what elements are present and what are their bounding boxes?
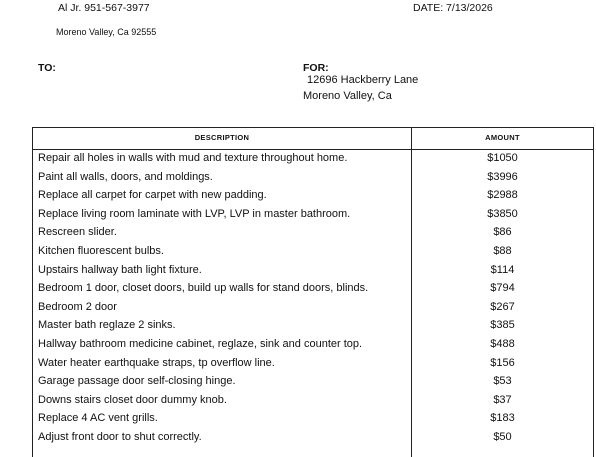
row-amount: $488 [490, 337, 515, 350]
invoice-date: DATE: 7/13/2026 [413, 2, 493, 14]
row-description: Bedroom 1 door, closet doors, build up walls for stand doors, blinds. [38, 282, 369, 295]
row-amount: $385 [490, 319, 515, 332]
row-description: Kitchen fluorescent bulbs. [38, 244, 164, 257]
row-amount: $50 [493, 430, 512, 443]
table-row [33, 410, 593, 429]
for-address-line1: 12696 Hackberry Lane [307, 74, 419, 86]
row-description: Master bath reglaze 2 sinks. [38, 319, 176, 332]
row-description: Garage passage door self-closing hinge. [38, 375, 236, 388]
row-amount: $3996 [487, 170, 518, 183]
table-row [33, 262, 593, 281]
row-description: Water heater earthquake straps, tp overflow line. [38, 356, 275, 369]
table-row [33, 187, 593, 206]
contractor-contact: Al Jr. 951-567-3977 [58, 2, 150, 14]
table-row [33, 355, 593, 374]
table-row [33, 336, 593, 355]
row-description: Rescreen slider. [38, 226, 117, 239]
row-description: Repair all holes in walls with mud and texture throughout home. [38, 152, 348, 164]
row-description: Downs stairs closet door dummy knob. [38, 393, 227, 406]
row-description: Hallway bathroom medicine cabinet, reglaze, sink and counter top. [38, 337, 363, 350]
for-address-line2: Moreno Valley, Ca [303, 90, 392, 102]
row-description: Paint all walls, doors, and moldings. [38, 170, 213, 183]
row-description: Adjust front door to shut correctly. [38, 430, 202, 443]
table-row [33, 373, 593, 392]
table-row [33, 224, 593, 243]
row-amount: $86 [493, 226, 512, 239]
table-row [33, 243, 593, 262]
row-amount: $53 [493, 375, 512, 388]
row-amount: $183 [490, 412, 515, 425]
row-amount: $37 [493, 393, 512, 406]
table-row [33, 317, 593, 336]
table-header-row [33, 128, 593, 150]
row-amount: $156 [490, 356, 515, 369]
row-description: Replace living room laminate with LVP, LVP in master bathroom. [38, 207, 351, 220]
table-row [33, 280, 593, 299]
table-row [33, 150, 593, 169]
row-description: Upstairs hallway bath light fixture. [38, 263, 202, 276]
row-description: Replace all carpet for carpet with new padding. [38, 189, 267, 202]
description-column-header: DESCRIPTION [194, 133, 250, 142]
row-amount: $3850 [487, 207, 518, 220]
table-row [33, 392, 593, 411]
line-items-table [32, 127, 594, 457]
row-amount: $1050 [487, 152, 518, 164]
row-description: Bedroom 2 door [38, 300, 117, 313]
row-description: Replace 4 AC vent grills. [38, 412, 158, 425]
table-row [33, 206, 593, 225]
row-amount: $267 [490, 300, 515, 313]
row-amount: $2988 [487, 189, 518, 202]
to-label: TO: [38, 62, 56, 74]
contractor-city: Moreno Valley, Ca 92555 [56, 27, 157, 37]
table-row [33, 429, 593, 448]
table-body [33, 150, 593, 448]
table-row [33, 299, 593, 318]
amount-column-header: AMOUNT [485, 133, 520, 142]
row-amount: $88 [493, 244, 512, 257]
row-amount: $794 [490, 282, 515, 295]
row-amount: $114 [490, 263, 515, 276]
for-label: FOR: [303, 62, 329, 74]
table-row [33, 169, 593, 188]
